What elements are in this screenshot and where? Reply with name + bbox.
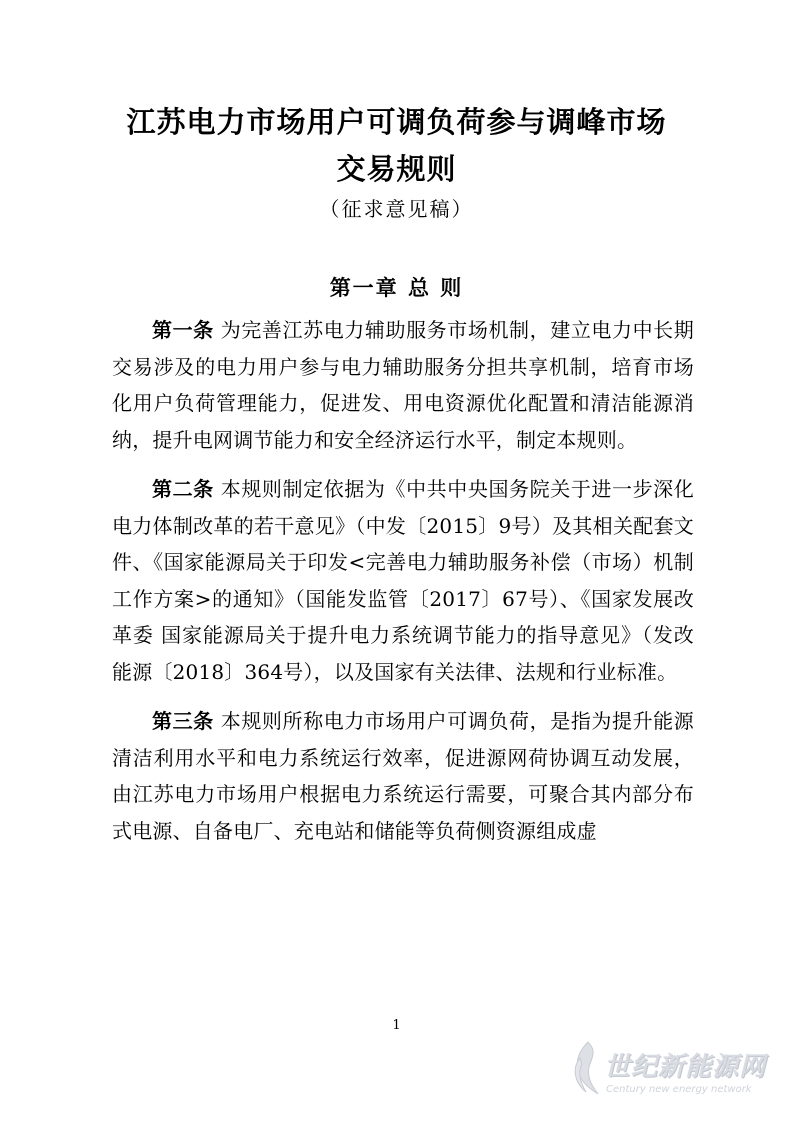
- document-body: [112, 312, 694, 862]
- chapter-heading: 第一章 总 则: [329, 276, 464, 300]
- watermark: [570, 1038, 775, 1108]
- article-2: [112, 471, 694, 690]
- article-1: [112, 312, 694, 458]
- page-number: 1: [392, 1018, 401, 1033]
- article-3-label: 第三条: [152, 709, 214, 733]
- document-title-line-1: 江苏电力市场用户可调负荷参与调峰市场: [126, 105, 667, 139]
- document-title-line-2: 交易规则: [336, 152, 457, 186]
- article-3: [112, 703, 694, 849]
- article-1-label: 第一条: [152, 318, 214, 342]
- article-2-text: 本规则制定依据为《中共中央国务院关于进一步深化电力体制改革的若干意见》（中发〔2015〕9号）及其相关配套文件、《国家能源局关于印发<完善电力辅助服务补偿（市场）机制工作方案>的通知》（国能发监管〔2017〕67号）、《国家发展改革委 国家能源局关于提升电力系统调节能力的指导意见》（发改能源〔2018〕364号），以及国家有关法律、法规和行业标准。: [112, 477, 694, 684]
- article-2-label: 第二条: [152, 477, 214, 501]
- watermark-title: 世纪新能源网: [604, 1052, 767, 1082]
- flame-swirl-icon: [570, 1038, 604, 1098]
- article-3-text: 本规则所称电力市场用户可调负荷，是指为提升能源清洁利用水平和电力系统运行效率，促进源网荷协调互动发展，由江苏电力市场用户根据电力系统运行需要，可聚合其内部分布式电源、自备电厂、充电站和储能等负荷侧资源组成虚: [112, 709, 694, 843]
- article-1-text: 为完善江苏电力辅助服务市场机制，建立电力中长期交易涉及的电力用户参与电力辅助服务分担共享机制，培育市场化用户负荷管理能力，促进发、用电资源优化配置和清洁能源消纳，提升电网调节能力和安全经济运行水平，制定本规则。: [112, 318, 694, 452]
- watermark-subtitle: Century new energy network: [606, 1084, 752, 1095]
- document-subtitle: （征求意见稿）: [319, 197, 474, 221]
